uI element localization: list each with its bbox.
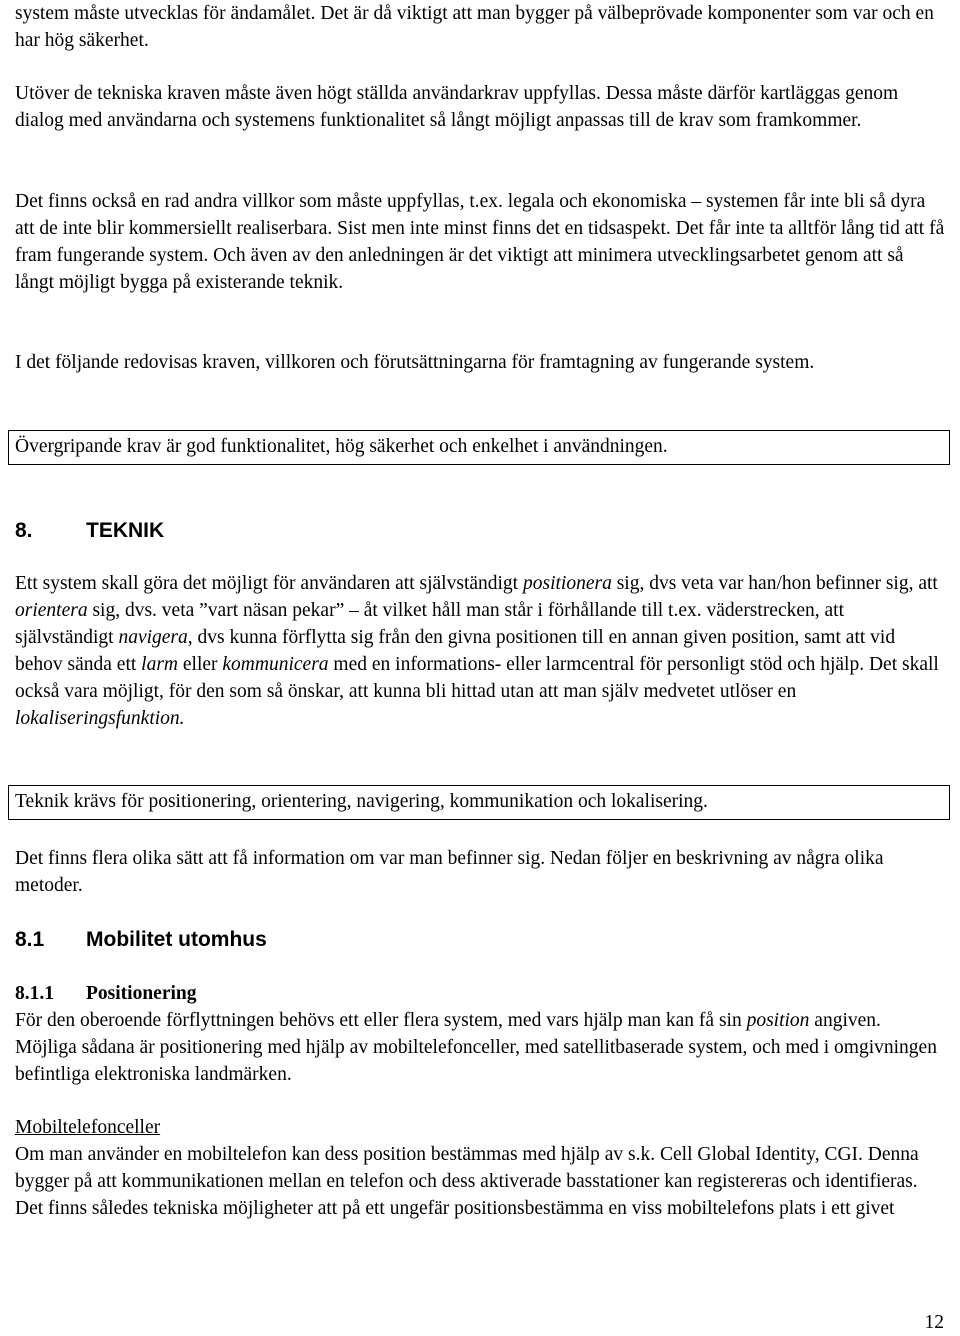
paragraph-mobile-cells-text: Om man använder en mobiltelefon kan dess position bestämmas med hjälp av s.k. Cell Global Identity, CGI. Denna bygger på att kommunikationen mellan en telefon och dess aktiverade basstationer kan registereras och identifieras. Det finns således tekniska möjligheter att på ett ungefär positionsbestämma en viss mobiltelefons plats i ett givet [15,1144,919,1219]
section-number: 8.1 [15,928,45,951]
emphasis-position: position [746,1010,810,1031]
paragraph-mobile-cells [15,1141,945,1222]
paragraph-following [15,349,945,376]
emphasis-larm: larm [141,654,179,675]
text-run: Ett system skall göra det möjligt för användaren att självständigt [15,573,523,594]
text-run: angiven. Möjliga sådana är positionering med hjälp av mobiltelefonceller, med satellitbaserade system, och med i omgivningen befintliga elektroniska landmärken. [15,1010,937,1085]
paragraph-conditions-text: Det finns också en rad andra villkor som måste uppfyllas, t.ex. legala och ekonomiska – systemen får inte bli så dyra att de inte blir kommersiellt realiserbara. Sist men inte minst finns det en tidsaspekt. Det får inte ta alltför lång tid att få fram fungerande system. Och även av den anledningen är det viktigt att minimera utvecklingsarbetet genom att så långt möjligt bygga på existerande teknik. [15,191,945,293]
summary-box-requirements-text: Övergripande krav är god funktionalitet, hög säkerhet och enkelhet i användningen. [15,436,668,457]
emphasis-positionera: positionera [522,573,612,594]
paragraph-user-requirements-text: Utöver de tekniska kraven måste även högt ställda användarkrav uppfyllas. Dessa måste därför kartläggas genom dialog med användarna och systemens funktionalitet så långt möjligt anpassas till de krav som framkommer. [15,83,899,131]
summary-box-requirements [8,430,950,465]
paragraph-intro-text: system måste utvecklas för ändamålet. Det är då viktigt att man bygger på välbeprövade komponenter som var och en har hög säkerhet. [15,3,934,51]
section-title: TEKNIK [86,519,165,542]
summary-box-technology [8,785,950,820]
paragraph-positioning [15,1007,945,1088]
paragraph-user-requirements [15,80,945,134]
paragraph-intro [15,0,945,54]
section-number: 8.1.1 [15,983,54,1004]
section-title: Mobilitet utomhus [86,928,267,951]
section-title: Positionering [86,983,197,1004]
text-run: sig, dvs. veta ”vart näsan pekar” – åt vilket håll man står i förhållande till t.ex. väderstrecken, att självständigt [15,600,845,648]
section-number: 8. [15,519,33,542]
paragraph-following-text: I det följande redovisas kraven, villkoren och förutsättningarna för framtagning av fungerande system. [15,352,815,373]
text-run: eller [178,654,223,675]
text-run: För den oberoende förflyttningen behövs ett eller flera system, med vars hjälp man kan få sin [15,1010,747,1031]
summary-box-technology-text: Teknik krävs för positionering, orientering, navigering, kommunikation och lokalisering. [15,791,708,812]
text-run: , dvs kunna förflytta sig från den givna positionen till en annan given position, samt att vid behov sända ett [15,627,896,675]
section-heading-8-1 [15,926,267,953]
section-heading-8-1-1 [15,980,197,1007]
paragraph-methods [15,845,945,899]
emphasis-lokaliseringsfunktion: lokaliseringsfunktion. [15,708,185,729]
paragraph-system-description [15,570,945,732]
paragraph-methods-text: Det finns flera olika sätt att få information om var man befinner sig. Nedan följer en beskrivning av några olika metoder. [15,848,884,896]
section-heading-8 [15,517,164,544]
emphasis-navigera: navigera [118,627,188,648]
emphasis-kommunicera: kommunicera [222,654,329,675]
subheading-mobiltelefonceller: Mobiltelefonceller [15,1117,161,1138]
text-run: sig, dvs veta var han/hon befinner sig, att [611,573,938,594]
emphasis-orientera: orientera [15,600,88,621]
page-number: 12 [924,1312,944,1333]
text-run: med en informations- eller larmcentral för personligt stöd och hjälp. Det skall också vara möjligt, för den som så önskar, att kunna bli hittad utan att man själv medvetet utlöser en [15,654,939,702]
paragraph-conditions [15,188,945,296]
